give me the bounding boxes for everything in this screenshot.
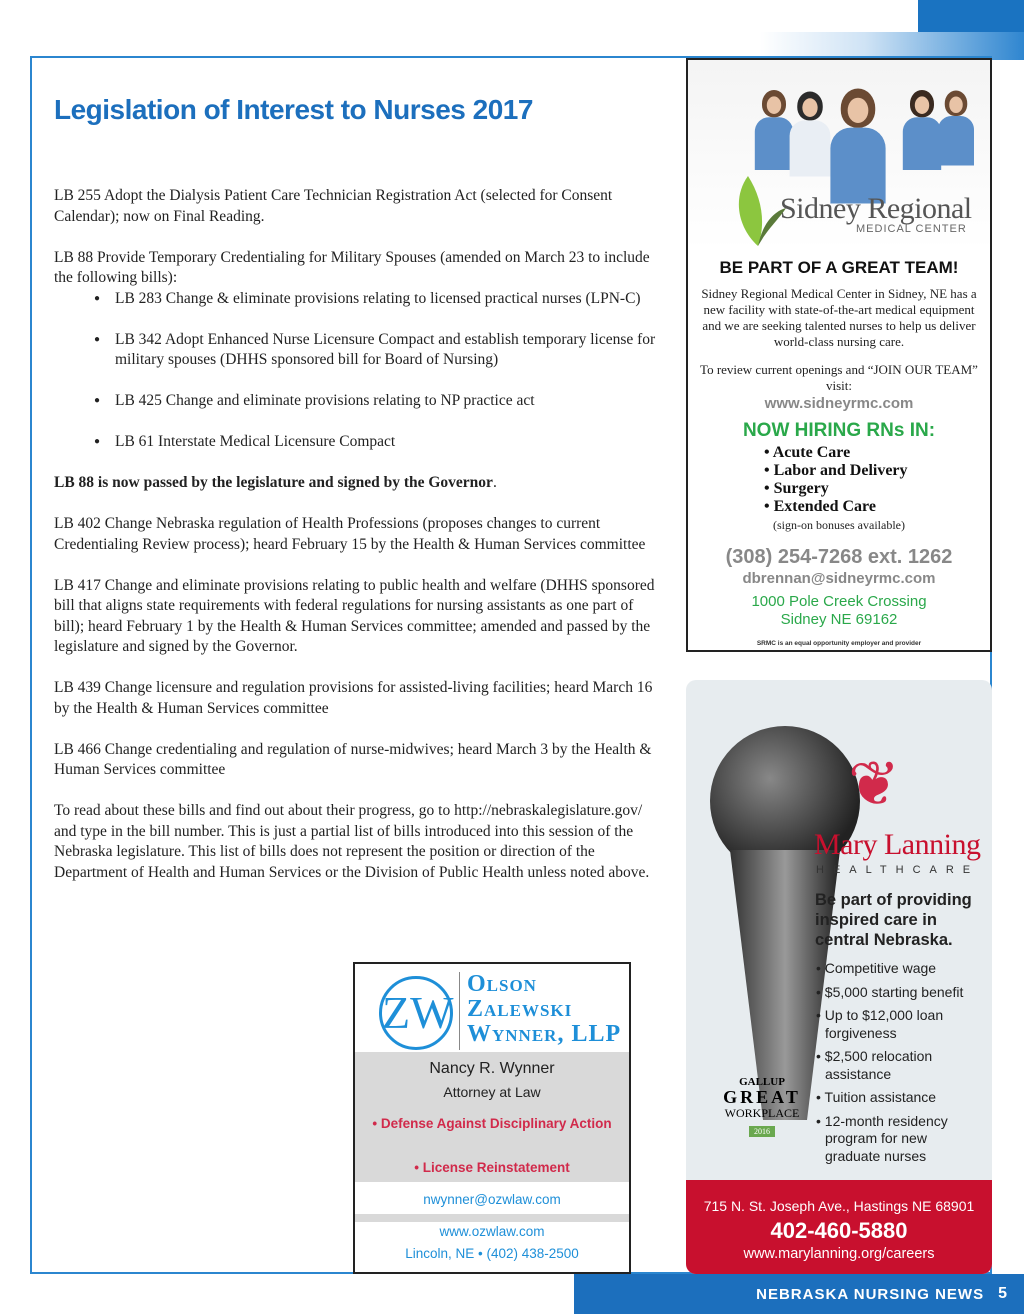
sidney-eeo: SRMC is an equal opportunity employer and provider bbox=[756, 640, 922, 647]
sidney-logo-name: Sidney Regional bbox=[780, 192, 972, 225]
mary-website[interactable]: www.marylanning.org/careers bbox=[743, 1246, 935, 1262]
list-item: • Surgery bbox=[764, 480, 829, 497]
lb402-paragraph: LB 402 Change Nebraska regulation of Health Professions (proposes changes to current Credentialing Review process); heard February 15 by the Health & Human Services committee bbox=[54, 515, 646, 553]
mary-tagline: Be part of providing inspired care in central Nebraska. bbox=[815, 891, 972, 949]
sidney-logo-sub: MEDICAL CENTER bbox=[856, 223, 967, 235]
lb88-bill-list bbox=[54, 289, 664, 453]
corner-tab bbox=[918, 0, 1024, 32]
sidney-phone: (308) 254-7268 ext. 1262 bbox=[725, 546, 953, 568]
sidney-url[interactable]: www.sidneyrmc.com bbox=[764, 395, 914, 412]
lb466-paragraph: LB 466 Change credentialing and regulation of nurse-midwives; heard March 3 by the Health & Human Services committee bbox=[54, 740, 652, 778]
lb88-passed-note: LB 88 is now passed by the legislature and signed by the Governor. bbox=[54, 474, 497, 491]
list-item: ● LB 283 Change & eliminate provisions relating to licensed practical nurses (LPN-C) bbox=[115, 289, 664, 310]
olson-location: Lincoln, NE • (402) 438-2500 bbox=[405, 1246, 579, 1261]
lb439-paragraph: LB 439 Change licensure and regulation provisions for assisted-living facilities; heard March 16 by the Health & Human Services committee bbox=[54, 679, 653, 717]
page-footer bbox=[574, 1274, 1024, 1314]
gallup-badge: GALLUP GREAT WORKPLACE 2016 bbox=[723, 1076, 801, 1136]
lb88-intro: LB 88 Provide Temporary Credentialing for Military Spouses (amended on March 23 to include the following bills): bbox=[54, 248, 650, 286]
sidney-hiring: NOW HIRING RNs IN: bbox=[742, 420, 936, 441]
closing-paragraph: To read about these bills and find out about their progress, go to http://nebraskalegislature.gov/ and type in the bill number. This is just a partial list of bills introduced into this session of the Nebraska legislature. This list of bills does not represent the position or direction of the Department of Health and Human Services or the Division of Public Health unless noted above. bbox=[54, 802, 650, 881]
sidney-bonus: (sign-on bonuses available) bbox=[773, 518, 905, 532]
mary-lanning-sub: HEALTHCARE bbox=[816, 864, 980, 876]
page-title: Legislation of Interest to Nurses 2017 bbox=[54, 94, 533, 125]
lb417-paragraph: LB 417 Change and eliminate provisions relating to public health and welfare (DHHS sponsored bill that aligns state requirements with federal regulations for nursing assistants as one part of bill); heard February 1 by the Health & Human Services committee; amended and passed by the legislature and signed by the Governor. bbox=[54, 576, 655, 655]
separator bbox=[355, 1214, 629, 1222]
service-reinstatement: • License Reinstatement bbox=[414, 1160, 570, 1175]
sidney-intro: Sidney Regional Medical Center in Sidney, NE has a new facility with state-of-the-art medical equipment and we are seeking talented nurses to help us deliver world-class nursing care. bbox=[701, 286, 977, 349]
ozw-logo: ZW bbox=[379, 976, 453, 1050]
benefits-list bbox=[816, 960, 986, 1171]
list-item: ● LB 425 Change and eliminate provisions relating to NP practice act bbox=[115, 391, 664, 412]
service-defense: • Defense Against Disciplinary Action bbox=[372, 1116, 612, 1131]
list-item: • Acute Care bbox=[764, 444, 851, 461]
nurses-photo bbox=[688, 60, 990, 250]
article-body bbox=[54, 186, 664, 883]
sidney-email[interactable]: dbrennan@sidneyrmc.com bbox=[742, 570, 936, 587]
list-item: • Competitive wage bbox=[816, 960, 937, 976]
mary-lanning-name: Mary Lanning bbox=[814, 828, 981, 861]
firm-name: Olson Zalewski Wynner, LLP bbox=[467, 971, 622, 1047]
sidney-regional-ad bbox=[686, 58, 992, 652]
sidney-review: To review current openings and “JOIN OUR TEAM” visit: bbox=[700, 362, 978, 393]
logo-divider bbox=[459, 972, 460, 1050]
attorney-name: Nancy R. Wynner bbox=[429, 1060, 555, 1077]
sidney-headline: BE PART OF A GREAT TEAM! bbox=[719, 258, 959, 277]
sidney-address: 1000 Pole Creek Crossing Sidney NE 69162 bbox=[751, 593, 927, 628]
list-item: • Extended Care bbox=[764, 498, 876, 515]
mary-contact-bar bbox=[686, 1180, 992, 1274]
list-item: ● LB 342 Adopt Enhanced Nurse Licensure Compact and establish temporary license for military spouses (DHHS sponsored bill for Board of Nursing) bbox=[115, 330, 664, 371]
footer-label: NEBRASKA NURSING NEWS bbox=[756, 1285, 985, 1303]
list-item: • Labor and Delivery bbox=[764, 462, 908, 479]
list-item: • Tuition assistance bbox=[816, 1089, 937, 1105]
list-item: ● LB 61 Interstate Medical Licensure Compact bbox=[115, 432, 664, 453]
mary-lanning-ad bbox=[686, 680, 992, 1274]
lb255-paragraph: LB 255 Adopt the Dialysis Patient Care Technician Registration Act (selected for Consent Calendar); now on Final Reading. bbox=[54, 187, 613, 225]
sidney-areas bbox=[764, 444, 908, 516]
page-number: 5 bbox=[998, 1285, 1008, 1302]
list-item: • Up to $12,000 loan forgiveness bbox=[816, 1007, 944, 1041]
list-item: • $2,500 relocation assistance bbox=[816, 1048, 933, 1082]
mary-address: 715 N. St. Joseph Ave., Hastings NE 68901 bbox=[703, 1198, 975, 1214]
list-item: • $5,000 starting benefit bbox=[816, 983, 964, 1000]
list-item: • 12-month residency program for new graduate nurses bbox=[816, 1112, 948, 1164]
heart-logo-icon: ❦ bbox=[848, 750, 900, 819]
olson-website[interactable]: www.ozwlaw.com bbox=[439, 1224, 545, 1239]
olson-email[interactable]: nwynner@ozwlaw.com bbox=[423, 1192, 561, 1207]
leaf-icon bbox=[728, 168, 788, 248]
mary-phone: 402-460-5880 bbox=[770, 1218, 908, 1243]
attorney-role: Attorney at Law bbox=[443, 1084, 541, 1100]
olson-law-ad bbox=[353, 962, 631, 1274]
